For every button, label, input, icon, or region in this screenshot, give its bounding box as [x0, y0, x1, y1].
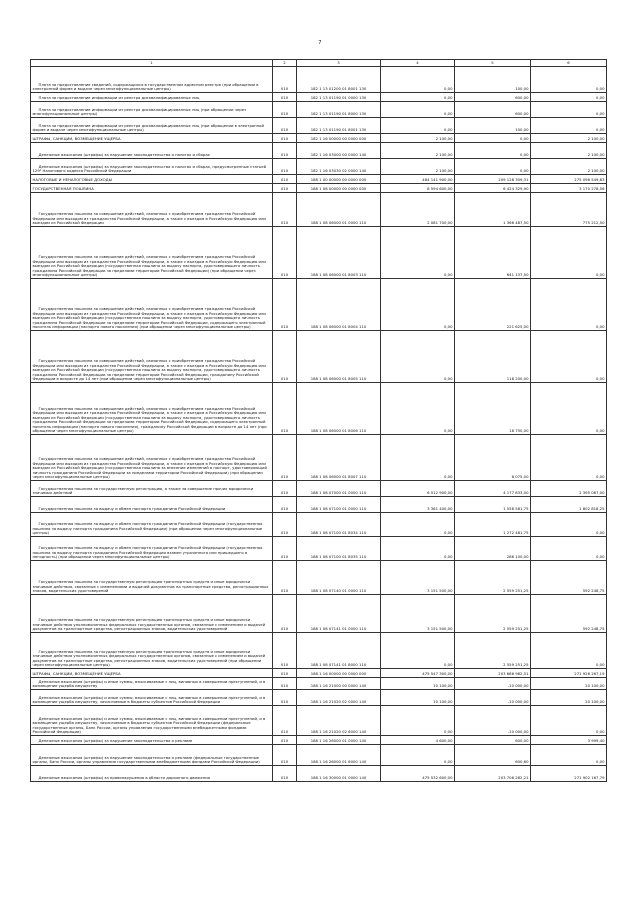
row-admin-code: 010 — [273, 227, 297, 279]
row-col6-value: 0,00 — [531, 227, 607, 279]
row-budget-code: 188 1 08 06000 01 8004 110 — [297, 279, 381, 331]
table-row — [31, 67, 607, 93]
table-row — [31, 633, 607, 669]
row-col5-value: 6 424 329,90 — [455, 184, 531, 193]
row-name: Государственная пошлина за совершение действий, связанных с приобретением гражданства Российской Федерации или выходом из гражданства Российской Федерации, а также с въездом в Российскую Федерацию или выездом из Российской Федерации (государственная пошлина за выдачу паспорта, удостоверяющего личность гражданина Российской Федерации за пределами территории Российской Федерации, гражданину Российской Федерации в возрасте до 14 лет (при обращении через многофункциональные центры) — [31, 331, 273, 383]
row-col6-value: 3 170 278,56 — [531, 184, 607, 193]
row-col5-value: 600,00 — [455, 93, 531, 102]
row-col4-value: 3 151 500,00 — [381, 595, 455, 633]
row-col4-value: 6 512 900,00 — [381, 481, 455, 497]
row-budget-code: 188 1 08 06000 01 8003 110 — [297, 227, 381, 279]
row-col5-value: -10 000,00 — [455, 706, 531, 736]
row-name: ШТРАФЫ, САНКЦИИ, ВОЗМЕЩЕНИЕ УЩЕРБА — [31, 134, 273, 143]
row-col4-value: 10 100,00 — [381, 690, 455, 706]
row-admin-code: 010 — [273, 175, 297, 184]
row-admin-code: 010 — [273, 184, 297, 193]
row-budget-code: 182 1 13 01190 01 0000 130 — [297, 93, 381, 102]
row-col5-value: 100,00 — [455, 67, 531, 93]
row-col4-value: 2 100,00 — [381, 159, 455, 175]
row-col5-value: 4 177 833,00 — [455, 481, 531, 497]
row-admin-code: 010 — [273, 497, 297, 513]
header-row — [31, 60, 607, 67]
table-row — [31, 227, 607, 279]
row-name: Государственная пошлина за совершение действий, связанных с приобретением гражданства Российской Федерации или выходом из гражданства Российской Федерации, а также с въездом в Российскую Федерацию или выездом из Российской Федерации (государственная пошлина за выдачу паспорта, удостоверяющего личность гражданина Российской Федерации за пределами территории Российской Федерации) (при обращении через многофункциональные центры) — [31, 227, 273, 279]
row-admin-code: 010 — [273, 331, 297, 383]
row-budget-code: 188 1 16 00000 00 0000 000 — [297, 669, 381, 678]
table-row — [31, 435, 607, 481]
row-name: Денежные взыскания (штрафы) и иные суммы, взыскиваемые с лиц, виновных в совершении преступлений, и в возмещение ущерба имуществу, зачисляемые в бюджеты субъектов Российской Федерации (федеральные государственные органы, Банк России, органы управления государственными внебюджетными фондами Российской Федерации) — [31, 706, 273, 736]
row-name: Плата за предоставление информации из реестра дисквалифицированных лиц — [31, 93, 273, 102]
row-admin-code: 010 — [273, 159, 297, 175]
row-admin-code: 010 — [273, 736, 297, 745]
row-col4-value: 8 594 600,00 — [381, 184, 455, 193]
row-admin-code: 010 — [273, 669, 297, 678]
row-col4-value: 475 547 300,00 — [381, 669, 455, 678]
row-name: Государственная пошлина за выдачу и обмен паспорта гражданина Российской Федерации (государственная пошлина за выдачу паспорта гражданина Российской Федерации) (при обращении через многофункциональные центры) — [31, 513, 273, 537]
row-col5-value: 0,00 — [455, 159, 531, 175]
row-name: ГОСУДАРСТВЕННАЯ ПОШЛИНА — [31, 184, 273, 193]
row-col5-value: 209 128 309,31 — [455, 175, 531, 184]
row-col5-value: 0,00 — [455, 143, 531, 159]
row-col5-value: 0,00 — [455, 134, 531, 143]
row-col4-value: 0,00 — [381, 513, 455, 537]
row-name: Денежные взыскания (штрафы) за нарушение законодательства о рекламе (федеральные государственные органы, Банк России, органы управления государственными внебюджетными фондами Российской Федерации) — [31, 745, 273, 766]
row-col6-value: 0,00 — [531, 93, 607, 102]
table-row — [31, 766, 607, 782]
table-row — [31, 331, 607, 383]
row-col6-value: 2 100,00 — [531, 134, 607, 143]
row-admin-code: 010 — [273, 67, 297, 93]
row-admin-code: 010 — [273, 561, 297, 595]
table-row — [31, 143, 607, 159]
row-col5-value: 1 272 481,75 — [455, 513, 531, 537]
row-budget-code: 188 1 16 21020 02 0000 140 — [297, 690, 381, 706]
row-col4-value: 484 141 900,00 — [381, 175, 455, 184]
row-budget-code: 182 1 13 01190 01 8001 130 — [297, 118, 381, 134]
table-row — [31, 497, 607, 513]
row-col4-value: 2 100,00 — [381, 143, 455, 159]
row-col4-value: 0,00 — [381, 67, 455, 93]
row-name: Государственная пошлина за государственную регистрацию транспортных средств и иные юридически значимые действия уполномоченных федеральных государственных органов, связанные с изменением и выдачей документов на транспортные средства, регистрационных знаков, водительских удостоверений — [31, 595, 273, 633]
row-admin-code: 010 — [273, 481, 297, 497]
row-col6-value: 271 926 267,19 — [531, 669, 607, 678]
row-col5-value: 600,60 — [455, 745, 531, 766]
row-col6-value: 2 395 067,00 — [531, 481, 607, 497]
row-admin-code: 010 — [273, 513, 297, 537]
row-col5-value: 1 366 487,50 — [455, 193, 531, 227]
row-col4-value: 0,00 — [381, 706, 455, 736]
row-admin-code: 010 — [273, 102, 297, 118]
row-col5-value: 2 559 251,25 — [455, 595, 531, 633]
row-name: Государственная пошлина за выдачу и обмен паспорта гражданина Российской Федерации (государственная пошлина за выдачу паспорта гражданина Российской Федерации взамен утраченного или пришедшего в негодность) (при обращении через многофункциональные центры) — [31, 537, 273, 561]
row-col4-value: 0,00 — [381, 745, 455, 766]
row-col5-value: 203 686 982,51 — [455, 669, 531, 678]
row-col6-value: 0,00 — [531, 102, 607, 118]
row-col4-value: 0,00 — [381, 279, 455, 331]
table-row — [31, 595, 607, 633]
row-budget-code: 188 1 08 06000 01 0000 110 — [297, 193, 381, 227]
header-col-3: 3 — [297, 60, 381, 67]
row-col5-value: 286 100,00 — [455, 537, 531, 561]
table-row — [31, 175, 607, 184]
row-col6-value: 0,00 — [531, 513, 607, 537]
row-budget-code: 188 1 08 06000 01 8006 110 — [297, 383, 381, 435]
row-budget-code: 182 1 16 03000 00 0000 140 — [297, 143, 381, 159]
row-admin-code: 010 — [273, 690, 297, 706]
row-name: Государственная пошлина за совершение действий, связанных с приобретением гражданства Российской Федерации или выходом из гражданства Российской Федерации, а также с въездом в Российскую Федерацию или выездом из Российской Федерации (государственная пошлина за выдачу паспорта, удостоверяющего личность гражданина Российской Федерации за пределами территории Российской Федерации, содержащего электронный носитель информации (паспорта нового поколения) (при обращении через многофункциональные центры) — [31, 279, 273, 331]
row-admin-code: 010 — [273, 537, 297, 561]
row-admin-code: 010 — [273, 633, 297, 669]
row-name: ШТРАФЫ, САНКЦИИ, ВОЗМЕЩЕНИЕ УЩЕРБА — [31, 669, 273, 678]
row-budget-code: 188 1 08 07140 01 0000 110 — [297, 561, 381, 595]
row-name: Денежные взыскания (штрафы) за нарушение законодательства о налогах и сборах, предусмотренные статьей 129² Налогового кодекса Российской Федерации — [31, 159, 273, 175]
table-row — [31, 736, 607, 745]
row-budget-code: 182 1 13 01200 01 8001 130 — [297, 67, 381, 93]
row-col6-value: 20 100,00 — [531, 678, 607, 690]
row-admin-code: 010 — [273, 745, 297, 766]
row-col6-value: 2 100,00 — [531, 143, 607, 159]
row-col6-value: 0,00 — [531, 118, 607, 134]
table-row — [31, 102, 607, 118]
table-row — [31, 159, 607, 175]
row-admin-code: 010 — [273, 435, 297, 481]
row-name: Государственная пошлина за совершение действий, связанных с приобретением гражданства Российской Федерации или выходом из гражданства Российской Федерации, а также с въездом в Российскую Федерацию или выездом из Российской Федерации (государственная пошлина за внесение изменений в паспорт, удостоверяющий личность гражданина Российской Федерации за пределами территории Российской Федерации) (при обращении через многофункциональные центры) — [31, 435, 273, 481]
row-col6-value: 0,00 — [531, 745, 607, 766]
row-name: Денежные взыскания (штрафы) за нарушение законодательства о рекламе — [31, 736, 273, 745]
table-row — [31, 669, 607, 678]
row-budget-code: 188 1 16 21000 00 0000 140 — [297, 678, 381, 690]
row-budget-code: 182 1 13 01190 01 8000 130 — [297, 102, 381, 118]
row-col5-value: 600,00 — [455, 736, 531, 745]
table-row — [31, 193, 607, 227]
row-col6-value: 0,00 — [531, 633, 607, 669]
row-col4-value: 0,00 — [381, 93, 455, 102]
row-col4-value: 0,00 — [381, 227, 455, 279]
table-row — [31, 118, 607, 134]
row-name: Государственная пошлина за государственную регистрацию транспортных средств и иные юридически значимые действия уполномоченных федеральных государственных органов, связанные с изменением и выдачей документов на транспортные средства, регистрационных знаков, водительских удостоверений (при обращении через многофункциональные центры) — [31, 633, 273, 669]
row-admin-code: 010 — [273, 143, 297, 159]
row-col5-value: 221 625,00 — [455, 279, 531, 331]
row-col4-value: 3 361 400,00 — [381, 497, 455, 513]
row-col4-value: 0,00 — [381, 383, 455, 435]
row-budget-code: 188 1 16 30000 01 0000 140 — [297, 766, 381, 782]
row-budget-code: 188 1 08 07000 01 0000 110 — [297, 481, 381, 497]
row-name: Денежные взыскания (штрафы) и иные суммы, взыскиваемые с лиц, виновных в совершении преступлений, и в возмещение ущерба имуществу, зачисляемые в бюджеты субъектов Российской Федерации — [31, 690, 273, 706]
row-admin-code: 010 — [273, 93, 297, 102]
header-col-5: 5 — [455, 60, 531, 67]
row-name: Денежные взыскания (штрафы) и иные суммы, взыскиваемые с лиц, виновных в совершении преступлений, и в возмещение ущерба имуществу — [31, 678, 273, 690]
row-name: Плата за предоставление сведений, содержащихся в государственном адресном реестре (при обращении в электронной форме и выдаче через многофункциональные центры) — [31, 67, 273, 93]
row-col4-value: 10 100,00 — [381, 678, 455, 690]
row-col5-value: 1 558 581,75 — [455, 497, 531, 513]
row-admin-code: 010 — [273, 383, 297, 435]
row-col4-value: 475 532 600,00 — [381, 766, 455, 782]
row-name: Денежные взыскания (штрафы) за правонарушения в области дорожного движения — [31, 766, 273, 782]
row-budget-code: 188 1 08 07100 01 0000 110 — [297, 497, 381, 513]
row-col4-value: 0,00 — [381, 102, 455, 118]
row-budget-code: 188 1 08 00000 00 0000 000 — [297, 184, 381, 193]
table-row — [31, 383, 607, 435]
row-col5-value: 600,00 — [455, 102, 531, 118]
row-budget-code: 182 1 16 00000 00 0000 000 — [297, 134, 381, 143]
header-col-2: 2 — [273, 60, 297, 67]
row-col5-value: 18 750,00 — [455, 383, 531, 435]
row-col6-value: 20 100,00 — [531, 690, 607, 706]
row-name: Плата за предоставление информации из реестра дисквалифицированных лиц (при обращении через многофункциональные центры) — [31, 102, 273, 118]
row-budget-code: 188 1 08 07141 01 8000 110 — [297, 633, 381, 669]
row-admin-code: 010 — [273, 595, 297, 633]
row-col6-value: 592 248,75 — [531, 561, 607, 595]
report-table — [30, 59, 607, 782]
report-body — [31, 67, 607, 782]
row-name: Государственная пошлина за совершение действий, связанных с приобретением гражданства Российской Федерации или выходом из гражданства Российской Федерации, а также с въездом в Российскую Федерацию или выездом из Российской Федерации (государственная пошлина за выдачу паспорта, удостоверяющего личность гражданина Российской Федерации за пределами территории Российской Федерации, содержащего электронный носитель информации (паспорта нового поколения), гражданину Российской Федерации в возрасте до 14 лет (при обращении через многофункциональные центры) — [31, 383, 273, 435]
row-col6-value: 271 902 167,79 — [531, 766, 607, 782]
table-row — [31, 481, 607, 497]
header-col-4: 4 — [381, 60, 455, 67]
table-row — [31, 706, 607, 736]
table-row — [31, 537, 607, 561]
row-col5-value: 2 559 251,25 — [455, 633, 531, 669]
row-col6-value: 0,00 — [531, 383, 607, 435]
row-col6-value: 592 248,75 — [531, 595, 607, 633]
row-admin-code: 010 — [273, 706, 297, 736]
row-col6-value: 0,00 — [531, 537, 607, 561]
table-row — [31, 745, 607, 766]
row-col5-value: 641 137,50 — [455, 227, 531, 279]
row-col6-value: 0,00 — [531, 279, 607, 331]
row-col6-value: 775 212,50 — [531, 193, 607, 227]
row-col6-value: 1 802 818,25 — [531, 497, 607, 513]
row-col4-value: 0,00 — [381, 537, 455, 561]
table-row — [31, 561, 607, 595]
header-col-6: 6 — [531, 60, 607, 67]
row-col5-value: 118 200,00 — [455, 331, 531, 383]
row-col5-value: 2 559 251,25 — [455, 561, 531, 595]
row-admin-code: 010 — [273, 134, 297, 143]
row-budget-code: 182 1 16 03030 02 0000 140 — [297, 159, 381, 175]
row-budget-code: 188 1 08 06000 01 8005 110 — [297, 331, 381, 383]
row-admin-code: 010 — [273, 678, 297, 690]
row-name: Государственная пошлина за совершение действий, связанных с приобретением гражданства Российской Федерации или выходом из гражданства Российской Федерации, а также с въездом в Российскую Федерацию или выездом из Российской Федерации — [31, 193, 273, 227]
table-row — [31, 279, 607, 331]
row-name: Плата за предоставление информации из реестра дисквалифицированных лиц (при обращении в электронной форме и выдаче через многофункциональные центры) — [31, 118, 273, 134]
row-name: Государственная пошлина за государственную регистрацию, а также за совершение прочих юридически значимых действий — [31, 481, 273, 497]
row-col5-value: -10 000,00 — [455, 690, 531, 706]
row-admin-code: 010 — [273, 766, 297, 782]
row-col4-value: 0,00 — [381, 331, 455, 383]
table-row — [31, 690, 607, 706]
row-budget-code: 188 1 00 00000 00 0000 000 — [297, 175, 381, 184]
row-budget-code: 188 1 16 26000 01 6000 140 — [297, 745, 381, 766]
row-col5-value: 100,00 — [455, 118, 531, 134]
row-col6-value: 0,00 — [531, 435, 607, 481]
row-admin-code: 010 — [273, 118, 297, 134]
row-name: Государственная пошлина за выдачу и обмен паспорта гражданина Российской Федерации — [31, 497, 273, 513]
row-col4-value: 2 100,00 — [381, 134, 455, 143]
row-col4-value: 0,00 — [381, 435, 455, 481]
row-col4-value: 3 151 500,00 — [381, 561, 455, 595]
row-budget-code: 188 1 08 07141 01 0000 110 — [297, 595, 381, 633]
row-name: Денежные взыскания (штрафы) за нарушение законодательства о налогах и сборах — [31, 143, 273, 159]
row-col4-value: 0,00 — [381, 118, 455, 134]
row-col6-value: 3 999,40 — [531, 736, 607, 745]
row-col6-value: 0,00 — [531, 706, 607, 736]
row-col4-value: 0,00 — [381, 633, 455, 669]
row-col6-value: 0,00 — [531, 331, 607, 383]
row-admin-code: 010 — [273, 279, 297, 331]
row-col4-value: 2 081 700,00 — [381, 193, 455, 227]
table-row — [31, 678, 607, 690]
row-budget-code: 188 1 16 26000 01 0000 140 — [297, 736, 381, 745]
row-budget-code: 188 1 08 06000 01 8007 110 — [297, 435, 381, 481]
row-col4-value: 4 600,00 — [381, 736, 455, 745]
table-row — [31, 513, 607, 537]
row-col5-value: -10 000,00 — [455, 678, 531, 690]
page-number: 7 — [318, 40, 322, 46]
table-row — [31, 93, 607, 102]
row-admin-code: 010 — [273, 193, 297, 227]
row-budget-code: 188 1 08 07100 01 8034 110 — [297, 513, 381, 537]
row-name: НАЛОГОВЫЕ И НЕНАЛОГОВЫЕ ДОХОДЫ — [31, 175, 273, 184]
row-budget-code: 188 1 08 07100 01 8035 110 — [297, 537, 381, 561]
row-col6-value: 275 096 549,83 — [531, 175, 607, 184]
row-name: Государственная пошлина за государственную регистрацию транспортных средств и иные юридически значимые действия, связанные с изменениями и выдачей документов на транспортные средства, регистрационных знаков, водительских удостоверений — [31, 561, 273, 595]
row-budget-code: 188 1 16 21020 02 6000 140 — [297, 706, 381, 736]
row-col5-value: 6 075,00 — [455, 435, 531, 481]
row-col5-value: 203 706 282,21 — [455, 766, 531, 782]
table-row — [31, 184, 607, 193]
header-col-1: 1 — [31, 60, 273, 67]
row-col6-value: 0,00 — [531, 67, 607, 93]
row-col6-value: 2 100,00 — [531, 159, 607, 175]
table-row — [31, 134, 607, 143]
